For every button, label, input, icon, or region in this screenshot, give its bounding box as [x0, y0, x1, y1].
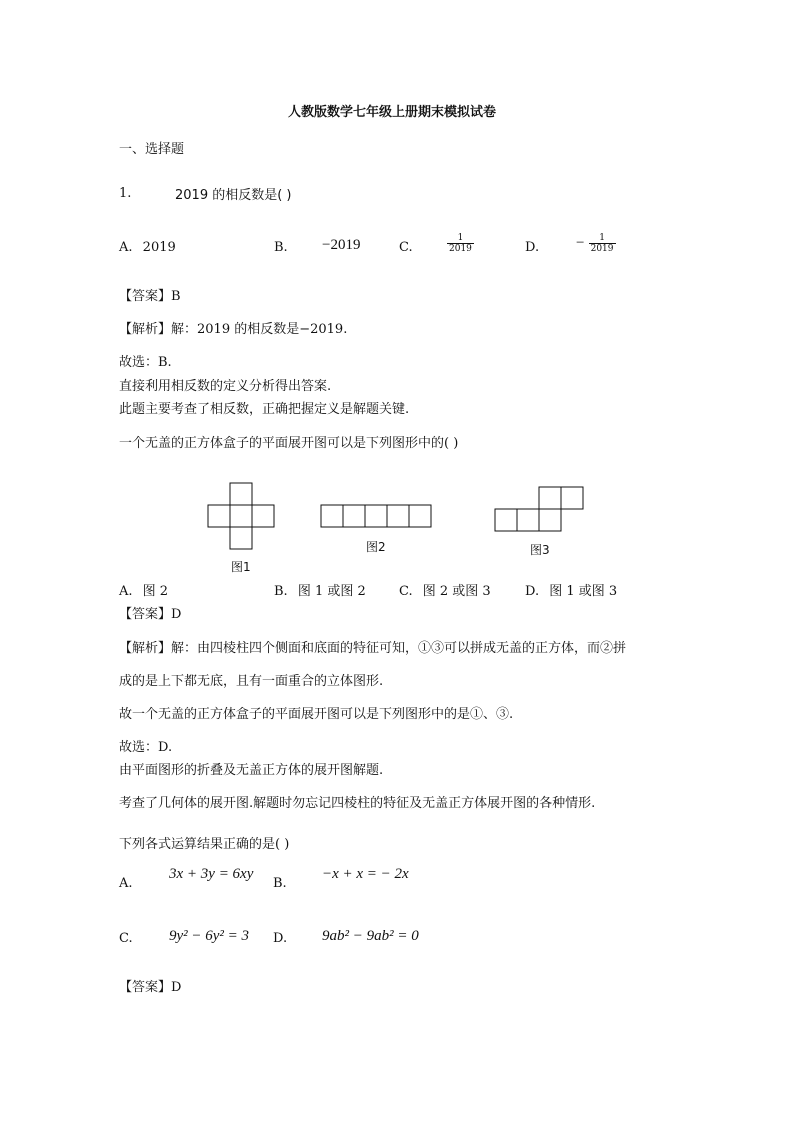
- q1-option-c-label: C.: [399, 240, 413, 255]
- q3-option-b-expr: −x + x = − 2x: [322, 866, 409, 882]
- page-title: 人教版数学七年级上册期末模拟试卷: [288, 105, 497, 120]
- q1-stem: 2019 的相反数是( ): [175, 188, 292, 203]
- option-label: D.: [525, 584, 540, 599]
- minus-sign: −: [576, 235, 585, 251]
- q3-option-c-expr: 9y² − 6y² = 3: [169, 928, 250, 944]
- q2-answer: 【答案】D: [119, 607, 182, 622]
- option-text: 图 2: [142, 584, 169, 599]
- q1-number: 1.: [119, 186, 132, 201]
- figure-1-net: [207, 482, 277, 554]
- option-text: 图 1 或图 2: [297, 584, 366, 599]
- section-heading: 一、选择题: [119, 142, 185, 157]
- figure-2-net: [320, 504, 434, 528]
- option-text: 图 1 或图 3: [549, 584, 618, 599]
- option-label: A.: [119, 584, 133, 599]
- q2-option-b: [274, 580, 366, 599]
- q1-answer: 【答案】B: [119, 289, 181, 304]
- fraction-numerator: 1: [589, 233, 616, 244]
- q1-explain-2: 此题主要考查了相反数，正确把握定义是解题关键.: [119, 402, 410, 417]
- option-label: B.: [274, 584, 288, 599]
- q2-analysis-2: 成的是上下都无底，且有一面重合的立体图形.: [119, 674, 384, 689]
- q3-option-d-expr: 9ab² − 9ab² = 0: [322, 928, 419, 944]
- fraction-denominator: 2019: [449, 244, 472, 254]
- option-label: C.: [399, 584, 413, 599]
- option-text: 2019: [142, 240, 176, 255]
- figure-3-net: [494, 486, 586, 534]
- q3-option-d-label: D.: [273, 931, 288, 946]
- q2-analysis-3: 故一个无盖的正方体盒子的平面展开图可以是下列图形中的是①、③.: [119, 707, 514, 722]
- q2-choose: 故选：D.: [119, 740, 173, 755]
- q3-option-c-label: C.: [119, 931, 133, 946]
- option-label: A.: [119, 240, 133, 255]
- q2-explain-1: 由平面图形的折叠及无盖正方体的展开图解题.: [119, 763, 384, 778]
- q1-option-d-value: [576, 233, 616, 254]
- q3-option-a-expr: 3x + 3y = 6xy: [169, 866, 254, 882]
- q1-option-b-value: −2019: [322, 237, 361, 253]
- q2-option-d: [525, 580, 617, 599]
- q3-option-a-label: A.: [119, 876, 133, 891]
- q2-option-a: [119, 580, 168, 599]
- q1-explain-1: 直接利用相反数的定义分析得出答案.: [119, 379, 332, 394]
- q1-option-b-label: B.: [274, 240, 288, 255]
- q3-answer: 【答案】D: [119, 980, 182, 995]
- q2-option-c: [399, 580, 491, 599]
- q1-choose: 故选：B.: [119, 355, 172, 370]
- q1-option-d-label: D.: [525, 240, 540, 255]
- q1-option-a: [119, 240, 176, 255]
- q3-stem: 下列各式运算结果正确的是( ): [119, 837, 290, 852]
- fraction-denominator: 2019: [590, 244, 614, 254]
- q2-analysis-1: 【解析】解：由四棱柱四个侧面和底面的特征可知，①③可以拼成无盖的正方体，而②拼: [119, 641, 627, 656]
- q1-option-c-fraction: [447, 233, 474, 254]
- q2-stem: 一个无盖的正方体盒子的平面展开图可以是下列图形中的( ): [119, 436, 459, 451]
- q1-analysis: 【解析】解：2019 的相反数是−2019.: [119, 322, 348, 337]
- option-text: 图 2 或图 3: [422, 584, 491, 599]
- fraction-numerator: 1: [447, 233, 474, 244]
- q3-option-b-label: B.: [273, 876, 287, 891]
- figure-3-label: 图3: [530, 543, 550, 557]
- figure-1-label: 图1: [231, 560, 251, 574]
- q2-explain-2: 考查了几何体的展开图.解题时勿忘记四棱柱的特征及无盖正方体展开图的各种情形.: [119, 796, 596, 811]
- figure-2-label: 图2: [366, 540, 386, 554]
